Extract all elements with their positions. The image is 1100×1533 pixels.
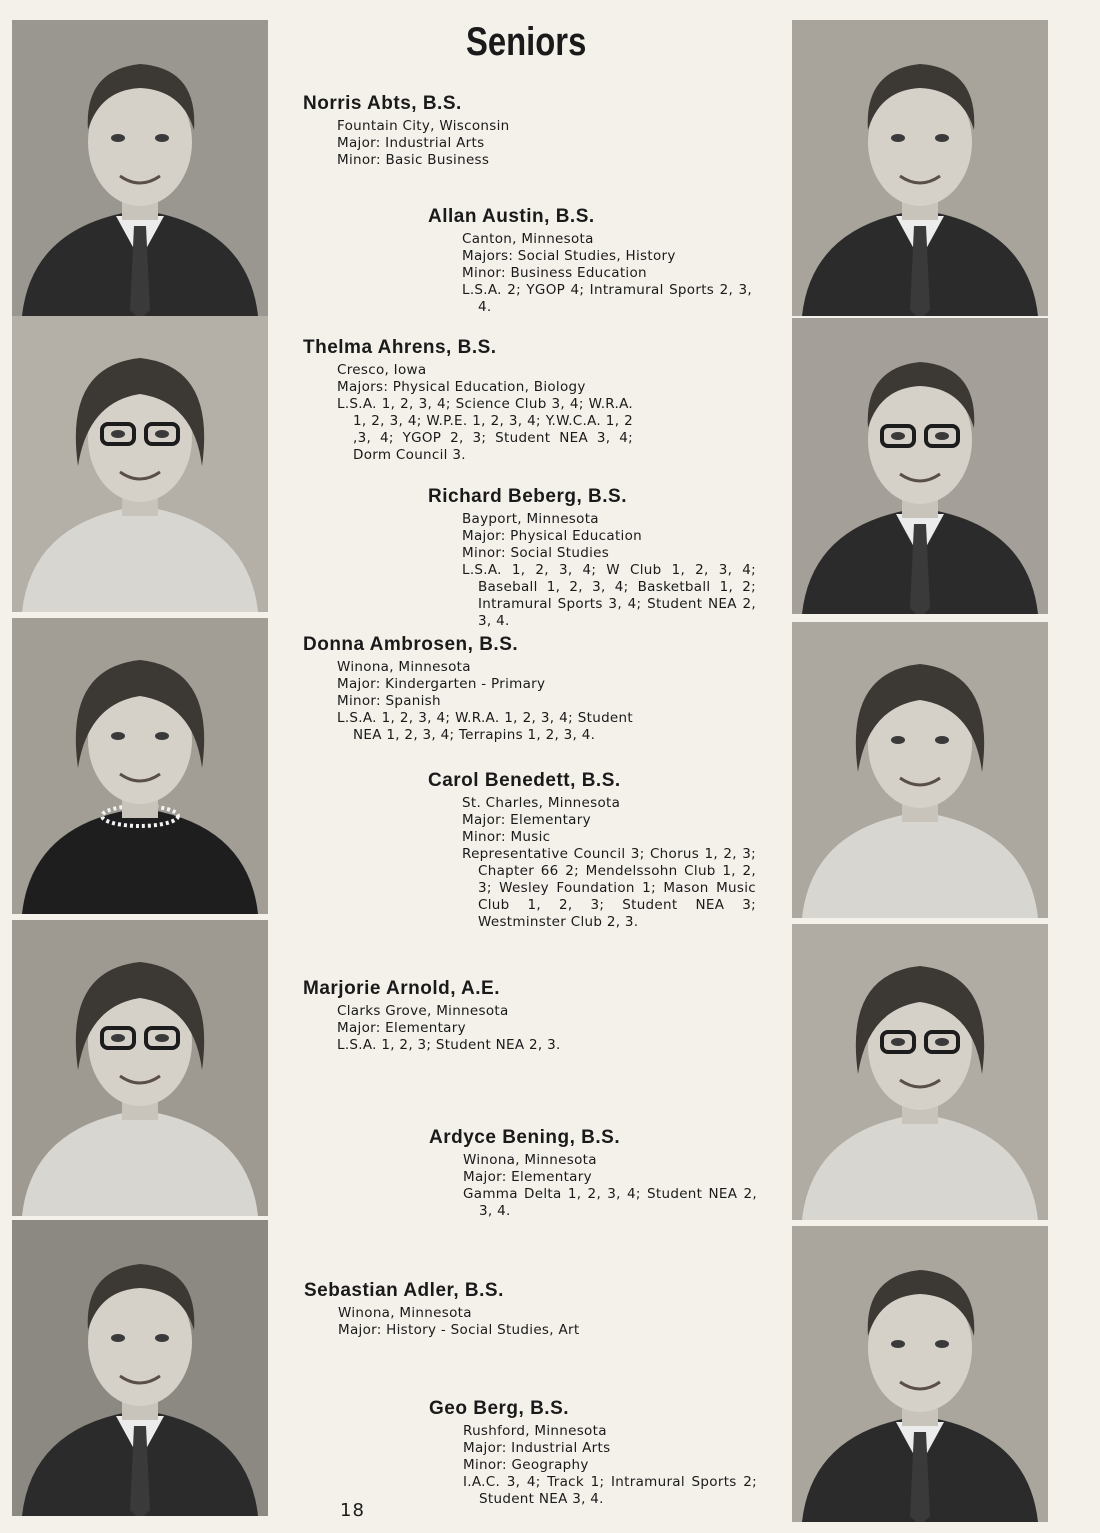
eye (891, 1340, 905, 1348)
eye (935, 134, 949, 142)
portrait-photo (792, 622, 1048, 918)
senior-activities: I.A.C. 3, 4; Track 1; Intramural Sports 2; Student NEA 3, 4. (463, 1474, 757, 1507)
senior-detail: Major: Physical Education (462, 528, 643, 544)
portrait-photo (792, 924, 1048, 1220)
portrait-photo (792, 20, 1048, 316)
eye (155, 1334, 169, 1342)
eye (111, 1334, 125, 1342)
senior-name: Ardyce Bening, B.S. (429, 1127, 621, 1148)
senior-activities: L.S.A. 1, 2, 3; Student NEA 2, 3. (337, 1037, 561, 1053)
eye (891, 1038, 905, 1046)
senior-detail: Minor: Spanish (337, 693, 441, 709)
senior-detail: Major: Industrial Arts (463, 1440, 611, 1456)
senior-detail: Major: Industrial Arts (337, 135, 485, 151)
portrait-photo (12, 20, 268, 316)
senior-detail: Rushford, Minnesota (463, 1423, 607, 1439)
portrait-photo (792, 318, 1048, 614)
senior-detail: Canton, Minnesota (462, 231, 594, 247)
eye (891, 134, 905, 142)
page-title: Seniors (466, 20, 587, 64)
eye (155, 732, 169, 740)
senior-entry (303, 337, 633, 464)
senior-activities: Gamma Delta 1, 2, 3, 4; Student NEA 2, 3, 4. (463, 1186, 757, 1219)
senior-name: Norris Abts, B.S. (303, 93, 462, 114)
senior-activities: L.S.A. 1, 2, 3, 4; Science Club 3, 4; W.R.A. 1, 2, 3, 4; W.P.E. 1, 2, 3, 4; Y.W.C.A. 1, 2 ,3, 4; YGOP 2, 3; Student NEA 3, 4; Dorm Council 3. (337, 396, 633, 463)
senior-name: Thelma Ahrens, B.S. (303, 337, 497, 358)
portrait-photo (12, 1220, 268, 1516)
senior-entry (428, 206, 752, 316)
senior-entry (428, 486, 756, 630)
senior-detail: Minor: Music (462, 829, 551, 845)
eye (935, 432, 949, 440)
senior-detail: Major: History - Social Studies, Art (338, 1322, 580, 1338)
senior-detail: Winona, Minnesota (337, 659, 471, 675)
senior-name: Marjorie Arnold, A.E. (303, 978, 501, 999)
portrait-photo (12, 618, 268, 914)
senior-detail: Cresco, Iowa (337, 362, 427, 378)
senior-entry (429, 1398, 757, 1508)
senior-detail: Major: Elementary (462, 812, 591, 828)
eye (111, 732, 125, 740)
eye (891, 432, 905, 440)
senior-detail: Major: Elementary (463, 1169, 592, 1185)
senior-name: Allan Austin, B.S. (428, 206, 595, 227)
senior-detail: Minor: Basic Business (337, 152, 490, 168)
senior-detail: Bayport, Minnesota (462, 511, 599, 527)
portrait-photo (12, 920, 268, 1216)
senior-detail: Winona, Minnesota (338, 1305, 472, 1321)
senior-entry (303, 634, 633, 744)
senior-entry (303, 978, 633, 1054)
senior-detail: Fountain City, Wisconsin (337, 118, 510, 134)
senior-detail: Major: Kindergarten - Primary (337, 676, 546, 692)
senior-activities: Representative Council 3; Chorus 1, 2, 3; Chapter 66 2; Mendelssohn Club 1, 2, 3; Wesley Foundation 1; Mason Music Club 1, 2, 3; Student NEA 3; Westminster Club 2, 3. (462, 846, 756, 930)
senior-detail: Major: Elementary (337, 1020, 466, 1036)
senior-name: Sebastian Adler, B.S. (304, 1280, 504, 1301)
senior-name: Richard Beberg, B.S. (428, 486, 627, 507)
senior-detail: Winona, Minnesota (463, 1152, 597, 1168)
senior-name: Carol Benedett, B.S. (428, 770, 621, 791)
senior-name: Donna Ambrosen, B.S. (303, 634, 519, 655)
senior-detail: Minor: Social Studies (462, 545, 610, 561)
senior-activities: L.S.A. 2; YGOP 4; Intramural Sports 2, 3, 4. (462, 282, 752, 315)
senior-entry (304, 1280, 634, 1339)
senior-detail: Minor: Geography (463, 1457, 589, 1473)
senior-detail: St. Charles, Minnesota (462, 795, 621, 811)
eye (111, 430, 125, 438)
portrait-photo (792, 1226, 1048, 1522)
eye (111, 1034, 125, 1042)
senior-detail: Majors: Physical Education, Biology (337, 379, 586, 395)
portrait-photo (12, 316, 268, 612)
eye (935, 736, 949, 744)
senior-detail: Majors: Social Studies, History (462, 248, 676, 264)
senior-detail: Clarks Grove, Minnesota (337, 1003, 509, 1019)
eye (111, 134, 125, 142)
eye (155, 1034, 169, 1042)
senior-detail: Minor: Business Education (462, 265, 647, 281)
senior-name: Geo Berg, B.S. (429, 1398, 570, 1419)
senior-activities: L.S.A. 1, 2, 3, 4; W Club 1, 2, 3, 4; Baseball 1, 2, 3, 4; Basketball 1, 2; Intramural Sports 3, 4; Student NEA 2, 3, 4. (462, 562, 756, 629)
senior-entry (303, 93, 633, 169)
eye (935, 1340, 949, 1348)
eye (935, 1038, 949, 1046)
senior-entry (428, 770, 756, 931)
eye (155, 430, 169, 438)
senior-activities: L.S.A. 1, 2, 3, 4; W.R.A. 1, 2, 3, 4; Student NEA 1, 2, 3, 4; Terrapins 1, 2, 3, 4. (337, 710, 633, 743)
eye (891, 736, 905, 744)
page-number: 18 (340, 1500, 365, 1521)
eye (155, 134, 169, 142)
senior-entry (429, 1127, 757, 1220)
